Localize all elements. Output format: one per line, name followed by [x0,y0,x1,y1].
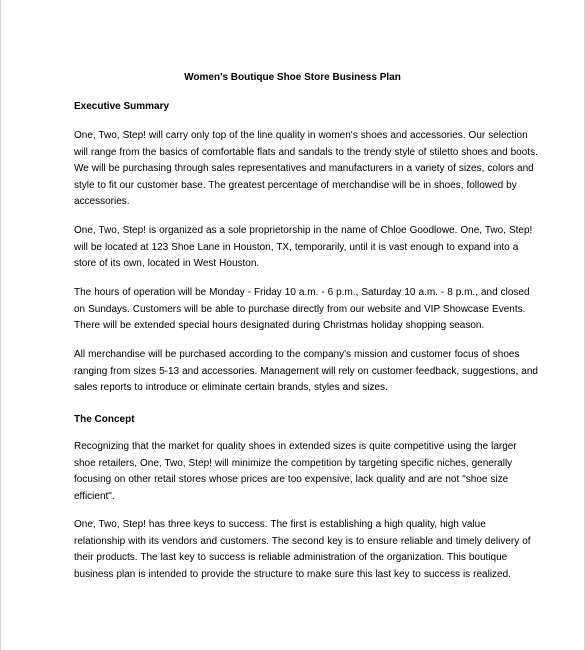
text-line: shoe retailers, One, Two, Step! will minimize the competition by targeting specific niches, generally [74,457,513,469]
text-line: efficient". [74,490,115,502]
section-heading-the-concept: The Concept [74,414,135,425]
text-line: style to fit our customer base. The greatest percentage of merchandise will be in shoes, followed by [74,179,517,191]
text-line: We will be purchasing through sales representatives and manufacturers in a variety of sizes, colors and [74,163,534,174]
text-line: Recognizing that the market for quality shoes in extended sizes is quite competitive using the larger [74,441,517,452]
paragraph [74,439,517,505]
text-line: relationship with its vendors and customers. The second key is to ensure reliable and timely delivery of [74,535,531,547]
text-line: There will be extended special hours designated during Christmas holiday shopping season. [74,320,485,331]
text-line: store of its own, located in West Houston. [74,258,260,269]
text-line: on Sundays. Customers will be able to purchase directly from our website and VIP Showcase Events. [74,303,526,315]
text-line: will be located at 123 Shoe Lane in Houston, TX, temporarily, until it is vast enough to expand into a [74,241,519,253]
document-title: Women's Boutique Shoe Store Business Plan [184,72,401,83]
paragraph [74,347,538,397]
text-line: The hours of operation will be Monday - Friday 10 a.m. - 6 p.m., Saturday 10 a.m. - 8 p.m., and closed [74,287,530,298]
text-line: accessories. [74,196,130,207]
text-line: One, Two, Step! will carry only top of the line quality in women's shoes and accessories. Our selection [74,130,528,141]
text-line: their products. The last key to success is reliable administration of the organization. This boutique [74,552,508,563]
text-line: will range from the basics of comfortable flats and sandals to the trendy style of stiletto shoes and boots. [74,146,538,158]
text-line: All merchandise will be purchased according to the company's mission and customer focus of shoes [74,349,520,360]
text-line: One, Two, Step! has three keys to success. The first is establishing a high quality, high value [74,519,486,530]
section-heading-executive-summary: Executive Summary [74,101,170,112]
paragraph [74,285,530,335]
text-line: ranging from sizes 5-13 and accessories. Management will rely on customer feedback, suggestions, and [74,365,538,377]
text-line: focusing on other retail stores whose prices are too expensive, lack quality and are not "shoe size [74,474,509,485]
paragraph [74,223,533,273]
text-line: sales reports to introduce or eliminate certain brands, styles and sizes. [74,382,388,393]
text-line: One, Two, Step! is organized as a sole proprietorship in the name of Chloe Goodlowe. One, Two, Step! [74,225,533,236]
text-line: business plan is intended to provide the structure to make sure this last key to success is realized. [74,568,511,580]
paragraph [74,128,538,211]
paragraph [74,517,531,583]
